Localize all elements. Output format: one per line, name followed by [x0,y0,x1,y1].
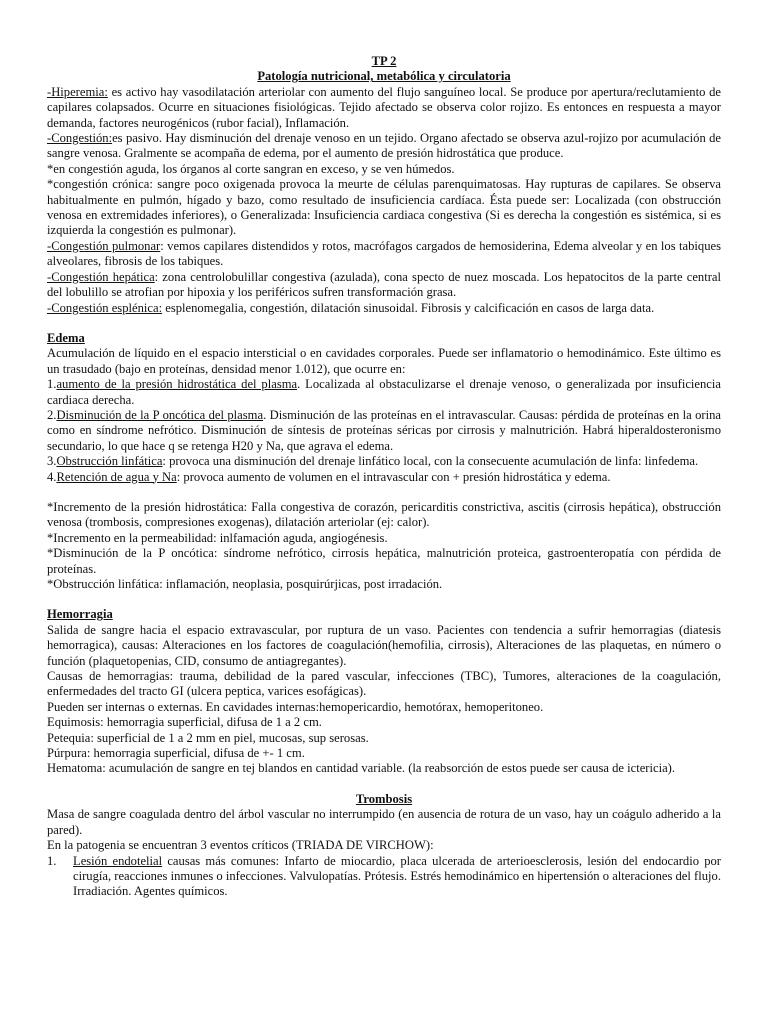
congestion-hepatica-paragraph [47,270,721,301]
hemorragia-paragraph: Púrpura: hemorragia superficial, difusa de +- 1 cm. [47,746,305,761]
hemorragia-paragraph: Petequia: superficial de 1 a 2 mm en piel, mucosas, sup serosas. [47,730,369,745]
page-title: TP 2 [371,54,397,68]
trombosis-heading: Trombosis [355,791,413,806]
congestion-paragraph [47,131,721,162]
edema-intro: Acumulación de líquido en el espacio intersticial o en cavidades corporales. Puede ser inflamatorio o hemodinámico. Este último es un trasudado (bajo en proteínas, densidad menor 1.012), que ocurre en: [47,346,721,376]
trombosis-triad: En la patogenia se encuentran 3 eventos críticos (TRIADA DE VIRCHOW): [47,838,434,853]
congestion-term: -Congestión: [47,131,113,146]
congestion-hepatica-text: : zona centrolobulillar congestiva (azulada), cona specto de nuez moscada. Los hepatocitos de la parte central del lobulillo se atrofian por hipoxia y los periféricos sufren transformación grasa. [47,269,721,300]
edema-item-number: 3. [47,454,57,469]
trombosis-item-term: Lesión endotelial [73,853,163,868]
hemorragia-heading: Hemorragia [47,607,113,622]
edema-item-3 [47,454,721,469]
edema-item-term: Obstrucción linfática [56,454,163,469]
trombosis-item-1 [47,854,721,900]
congestion-esplenica-text: esplenomegalia, congestión, dilatación sinusoidal. Fibrosis y calcificación en casos de larga data. [162,300,655,315]
edema-item-term: aumento de la presión hidrostática del plasma [56,377,298,392]
edema-heading: Edema [47,330,85,345]
edema-item-number: 2. [47,407,57,422]
congestion-pulmonar-text: : vemos capilares distendidos y rotos, macrófagos cargados de hemosiderina, Edema alveolar y en los tabiques alveolares, fibrosis de los tabiques. [47,238,721,269]
congestion-pulmonar-paragraph [47,239,721,270]
congestion-aguda-paragraph: *en congestión aguda, los órganos al corte sangran en exceso, y se ven húmedos. [47,161,455,176]
hemorragia-paragraph: Pueden ser internas o externas. En cavidades internas:hemopericardio, hemotórax, hemoperitoneo. [47,699,544,714]
edema-item-text: . Localizada al obstaculizarse el drenaje venoso, o generalizada por insuficiencia cardiaca derecha. [47,377,721,407]
trombosis-item-text: causas más comunes: Infarto de miocardio, placa ulcerada de arterioesclerosis, lesión del endocardio por cirugía, reacciones inmunes o infecciones. Valvulopatías. Prótesis. Estrés hemodinámico en hipertensión o alteraciones del flujo. Irradiación. Agentes químicos. [73,853,721,899]
congestion-text: es pasivo. Hay disminución del drenaje venoso en un tejido. Organo afectado se observa azul-rojizo por acumulación de sangre venosa. Gralmente se acompaña de edema, por el aumento de presión hidrostática que produce. [47,131,721,161]
edema-item-1 [47,377,721,408]
hemorragia-paragraph: Salida de sangre hacia el espacio extravascular, por ruptura de un vaso. Pacientes con tendencia a sufrir hemorragias (diatesis hemorragica), causas: Alteraciones en los factores de coagulación(hemofilia, cirrosis), Alteraciones de las plaquetas, en número o función (plaquetopenias, CID, consumo de antiagregantes). [47,622,721,668]
edema-item-4 [47,470,721,485]
congestion-esplenica-paragraph [47,301,721,316]
edema-item-text: : provoca aumento de volumen en el intravascular con + presión hidrostática y edema. [176,469,611,484]
edema-cause-linfatica: *Obstrucción linfática: inflamación, neoplasia, posquirúrjicas, post irradación. [47,577,443,591]
congestion-hepatica-term: -Congestión hepática [47,269,155,284]
edema-item-text: . Disminución de las proteínas en el intravascular. Causas: pérdida de proteínas en la orina como en síndrome nefrótico. Disminución de síntesis de proteínas séricas por cirrosis y malnutrición. Habrá hiperaldosteronismo secundario, lo que hace q se retenga H20 y Na, que agrava el edema. [47,407,722,453]
page-subtitle: Patología nutricional, metabólica y circulatoria [257,69,511,84]
congestion-cronica-paragraph: *congestión crónica: sangre poco oxigenada provoca la meurte de células parenquimatosas. Hay rupturas de capilares. Se observa habitualmente en pulmón, hígado y bazo, como resultado de insuficiencia cardíaca. Ésta puede ser: Localizada (con obstrucción venosa en extremidades inferiores), o Generalizada: Insuficiencia cardiaca congestiva (Si es derecha la congestión es sistémica, si es izquierda la congestión es pulmonar). [47,177,721,238]
edema-cause-hidrostatica: *Incremento de la presión hidrostática: Falla congestiva de corazón, pericarditis constrictiva, ascitis (cirrosis hepática), obstrucción venosa (trombosis, compresiones exogenas), dilatación arteriolar (ej: calor). [47,499,721,530]
edema-item-number: 4. [47,469,57,484]
trombosis-intro: Masa de sangre coagulada dentro del árbol vascular no interrumpido (en ausencia de rotura de un vaso, hay un coágulo adherido a la pared). [47,807,721,837]
hiperemia-text: es activo hay vasodilatación arteriolar con aumento del flujo sanguíneo local. Se produce por apertura/reclutamiento de capilares colapsados. Ocurre en situaciones fisiológicas. Tejido afectado se observa color rojizo. Es entonces en respuesta a mayor demanda, factores neurogénicos (rubor facial), Inflamación. [47,84,721,130]
hemorragia-paragraph: Causas de hemorragias: trauma, debilidad de la pared vascular, infecciones (TBC), Tumores, alteraciones de la coagulación, enfermedades del tracto GI (ulcera peptica, varices esofágicas). [47,669,721,699]
edema-item-number: 1. [47,377,57,392]
edema-cause-oncotica: *Disminución de la P oncótica: síndrome nefrótico, cirrosis hepática, malnutrición proteica, gastroenteropatía con pérdida de proteínas. [47,546,721,576]
congestion-esplenica-term: -Congestión esplénica: [47,300,163,315]
edema-item-text: : provoca una disminución del drenaje linfático local, con la consecuente acumulación de linfa: linfedema. [162,454,699,469]
edema-item-2 [47,408,721,454]
edema-item-term: Retención de agua y Na [56,469,177,484]
edema-cause-permeabilidad: *Incremento en la permeabilidad: inlfamación aguda, angiogénesis. [47,530,388,545]
trombosis-item-number: 1. [47,853,57,868]
spacer [47,485,721,500]
hemorragia-paragraph: Equimosis: hemorragia superficial, difusa de 1 a 2 cm. [47,715,322,730]
trombosis-item-body [73,854,721,900]
hemorragia-paragraph: Hematoma: acumulación de sangre en tej blandos en cantidad variable. (la reabsorción de estos puede ser causa de ictericia). [47,761,676,776]
hiperemia-paragraph [47,85,721,131]
congestion-pulmonar-term: -Congestión pulmonar [47,238,161,253]
edema-item-term: Disminución de la P oncótica del plasma [56,407,264,422]
hiperemia-term: -Hiperemia: [47,84,108,99]
